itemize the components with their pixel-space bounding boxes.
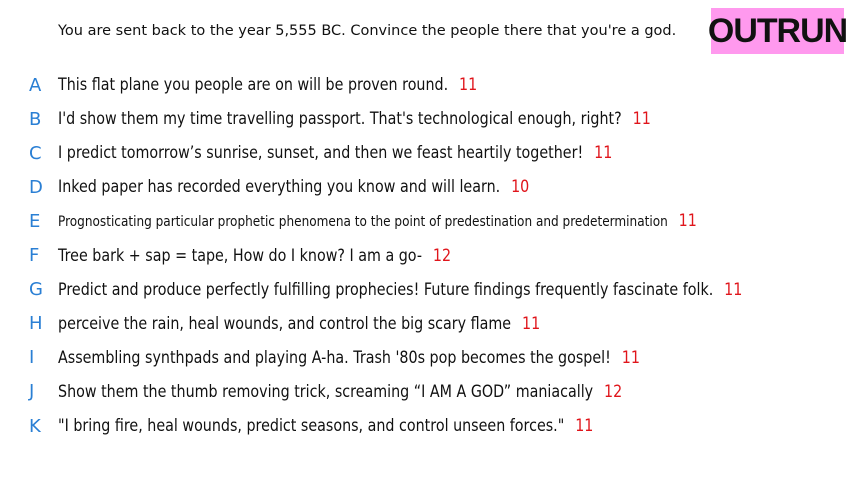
answer-text: Assembling synthpads and playing A-ha. Trash '80s pop becomes the gospel! [58,347,611,368]
answer-letter: H [29,313,43,335]
answer-row [0,172,853,202]
answer-content [58,75,477,95]
answer-score: 11 [459,75,478,95]
answer-score: 11 [678,211,697,232]
answer-text: I predict tomorrow’s sunrise, sunset, and then we feast heartily together! [58,143,584,164]
answer-score: 11 [575,416,594,436]
answer-score: 12 [604,381,623,402]
answer-content [58,416,593,436]
answer-content [58,143,612,163]
answer-text: Predict and produce perfectly fulfilling prophecies! Future findings frequently fascinate folk. [58,279,714,300]
answer-content [58,348,640,368]
answer-text: This flat plane you people are on will be proven round. [58,75,449,95]
answer-score: 11 [521,313,541,334]
answer-letter: J [29,381,35,403]
answer-row [0,343,853,373]
answer-letter: K [29,415,41,437]
answer-score: 11 [621,347,640,368]
answer-text: Prognosticating particular prophetic phenomena to the point of predestination and predetermination [58,214,668,231]
answer-content [58,211,697,231]
answer-text: perceive the rain, heal wounds, and control the big scary flame [58,313,512,334]
answer-row [0,241,853,271]
answer-row [0,309,853,339]
outrun-badge: OUTRUN [711,8,844,54]
answer-row [0,411,853,441]
answer-score: 12 [432,245,452,266]
answer-score: 11 [594,143,613,164]
answer-score: 11 [632,109,651,130]
answer-letter: A [29,74,42,96]
answer-row [0,138,853,168]
answer-letter: D [29,176,43,198]
answer-row [0,377,853,407]
answer-row [0,104,853,134]
answer-row [0,206,853,236]
answer-text: Tree bark + sap = tape, How do I know? I am a go- [58,245,422,266]
answer-text: "I bring fire, heal wounds, predict seasons, and control unseen forces." [58,416,565,436]
answer-content [58,246,451,266]
answer-letter: G [29,279,43,301]
answer-content [58,109,651,129]
answer-content [58,382,622,402]
answer-letter: I [29,347,35,369]
answer-content [58,280,742,300]
answer-letter: C [29,142,42,164]
answer-letter: F [29,245,40,266]
answer-content [58,314,540,334]
answer-row [0,275,853,305]
answer-letter: E [29,210,41,232]
answer-letter: B [29,108,42,130]
prompt-text: You are sent back to the year 5,555 BC. Convince the people there that you're a god. [58,23,677,39]
answer-text: I'd show them my time travelling passport. That's technological enough, right? [58,109,622,130]
answer-text: Show them the thumb removing trick, screaming “I AM A GOD” maniacally [58,381,594,402]
answer-content [58,177,529,197]
answer-row [0,70,853,100]
answer-score: 11 [724,279,743,300]
answer-text: Inked paper has recorded everything you know and will learn. [58,177,501,198]
answer-score: 10 [511,177,530,198]
